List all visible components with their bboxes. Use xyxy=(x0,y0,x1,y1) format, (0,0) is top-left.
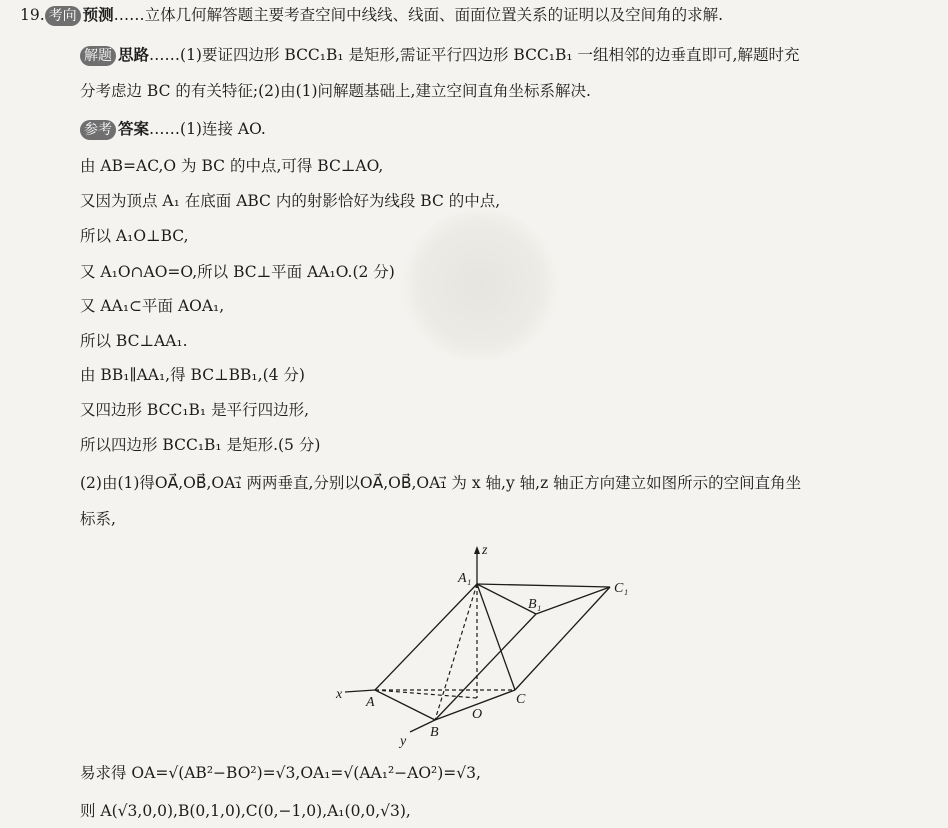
text-line-17: 则 A(√3,0,0),B(0,1,0),C(0,−1,0),A₁(0,0,√3), xyxy=(80,802,411,820)
text-line-6: 又因为顶点 A₁ 在底面 ABC 内的射影恰好为线段 BC 的中点, xyxy=(80,192,501,210)
badge-cankao: 参考 xyxy=(80,120,116,140)
badge-kaoxiang: 考向 xyxy=(45,6,81,26)
text-line-13: 所以四边形 BCC₁B₁ 是矩形.(5 分) xyxy=(80,436,321,454)
silu-line xyxy=(80,44,799,66)
x-axis xyxy=(345,690,375,692)
text-line-3: 分考虑边 BC 的有关特征;(2)由(1)问解题基础上,建立空间直角坐标系解决. xyxy=(80,82,591,100)
edge-b1-c1 xyxy=(536,587,610,614)
text-line-9: 又 AA₁⊂平面 AOA₁, xyxy=(80,297,225,315)
answer-line xyxy=(80,118,266,140)
text-line-4: ……(1)连接 AO. xyxy=(149,120,266,138)
label-b1: B₁ xyxy=(528,597,542,612)
badge-jieti: 解题 xyxy=(80,46,116,66)
question-line-1 xyxy=(20,4,723,26)
dashed-a1-b xyxy=(435,584,477,720)
text-line-10: 所以 BC⊥AA₁. xyxy=(80,332,188,350)
label-x: x xyxy=(336,687,343,702)
text-line-11: 由 BB₁∥AA₁,得 BC⊥BB₁,(4 分) xyxy=(80,366,305,384)
label-c1: C₁ xyxy=(614,581,629,596)
label-o: O xyxy=(472,707,483,722)
label-z: z xyxy=(482,543,488,558)
z-arrow-icon xyxy=(474,546,480,554)
text-line-2: ……(1)要证四边形 BCC₁B₁ 是矩形,需证平行四边形 BCC₁B₁ 一组相邻的边垂直即可,解题时充 xyxy=(149,46,800,64)
heading-yuce: 预测 xyxy=(82,6,114,24)
label-c: C xyxy=(516,692,526,707)
heading-silu: 思路 xyxy=(118,46,150,64)
text-line-15: 标系, xyxy=(80,510,116,528)
text-line-12: 又四边形 BCC₁B₁ 是平行四边形, xyxy=(80,401,309,419)
question-number: 19. xyxy=(20,6,45,24)
text-line-16: 易求得 OA=√(AB²−BO²)=√3,OA₁=√(AA₁²−AO²)=√3, xyxy=(80,764,481,782)
label-b: B xyxy=(430,725,439,740)
label-y: y xyxy=(400,734,407,749)
text-line-1: ……立体几何解答题主要考查空间中线线、线面、面面位置关系的证明以及空间角的求解. xyxy=(113,6,724,24)
prism-figure xyxy=(330,540,640,755)
label-a1: A₁ xyxy=(458,571,472,586)
text-line-8: 又 A₁O∩AO=O,所以 BC⊥平面 AA₁O.(2 分) xyxy=(80,263,395,281)
label-a: A xyxy=(366,695,375,710)
text-line-5: 由 AB=AC,O 为 BC 的中点,可得 BC⊥AO, xyxy=(80,157,384,175)
watermark-logo xyxy=(400,210,560,360)
edge-a1-c1 xyxy=(477,584,610,587)
text-line-7: 所以 A₁O⊥BC, xyxy=(80,227,189,245)
heading-daan: 答案 xyxy=(118,120,150,138)
text-line-14: (2)由(1)得OA⃗,OB⃗,OA₁⃗ 两两垂直,分别以OA⃗,OB⃗,OA₁⃗ 为 x 轴,y 轴,z 轴正方向建立如图所示的空间直角坐 xyxy=(80,474,802,492)
edge-a-a1 xyxy=(375,584,477,690)
